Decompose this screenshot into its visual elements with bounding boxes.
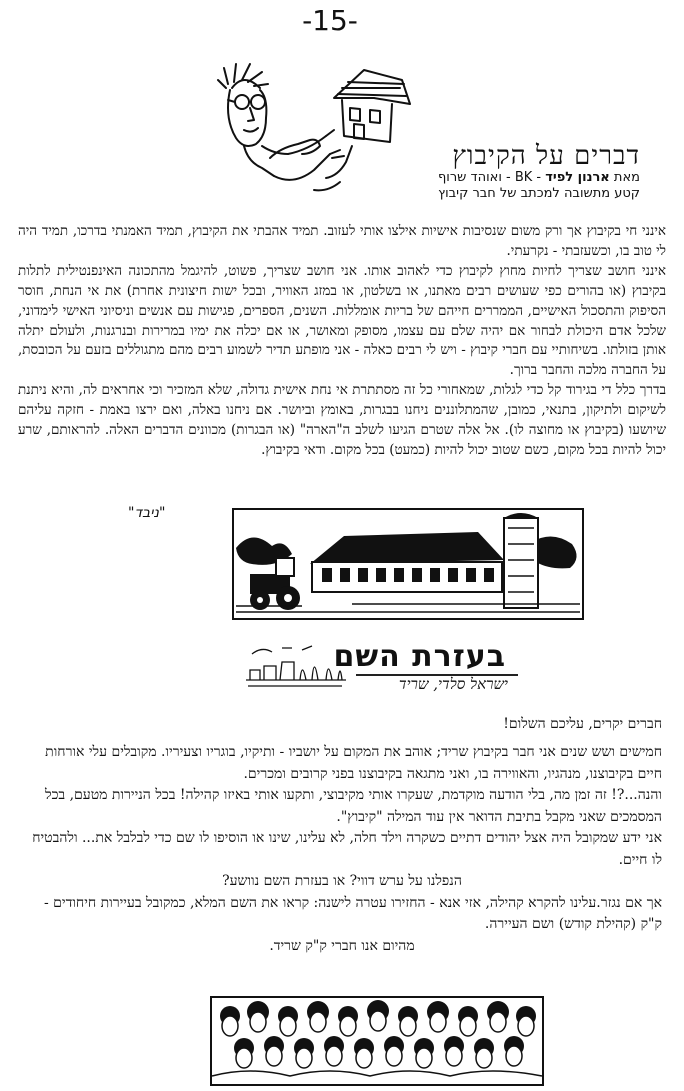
article-body xyxy=(18,222,666,461)
article-subtitle: קטע מתשובה למכתב של חבר קיבוץ xyxy=(438,186,640,201)
man-holding-house-illustration xyxy=(214,58,414,198)
article-paragraph: אינני חי בקיבוץ אך ורק משום שנסיבות אישיות אילצו אותי לעזוב. תמיד אהבתי את הקיבוץ, תמיד האמנתי בדרכו, תמיד היה לי טוב בו, וכשעזבתי - נקרעתי. xyxy=(18,223,666,259)
crowd-illustration xyxy=(210,996,544,1086)
kibbutz-buildings-illustration xyxy=(232,508,584,620)
article2-paragraph: הנפלנו על ערש דווי? או בעזרת השם נוושע? xyxy=(222,873,462,889)
article2-paragraph: אני ידע שמקובל היה אצל יהודים דתיים כשקרה וילד חלה, לא עלינו, שינו או הוסיפו לו שם כדי לבלבל את... ולהבטיח לו חיים. xyxy=(32,830,662,868)
page-number: -15- xyxy=(302,4,358,37)
article-paragraph: בדרך כלל די בגירוד קל כדי לגלות, שמאחורי כל זה מסתתרת אי נחת אישית גדולה, שלא המזכיר וכי אחראים לה, והיא ניתנת לשיקום ולתיקון, בתנאי, כמובן, שהמתלוננים ניחנו בבגרות, באומץ וביושר. אם ניחנו באלה, ואם ירצו באמת - חזקה עליהם שיושעו (בקיבוץ או מחוצה לו). אל אלה שטרם הגיעו לשלב ה"הארה" (או הבגרות) מכוונים הדברים האלה. להראותם, שרע יכול להיות בכל מקום, כשם שטוב יכול להיות (כמעט) בכל מקום. ודאי בקיבוץ. xyxy=(18,382,666,458)
article-title: דברים על הקיבוץ xyxy=(452,141,640,171)
article2-greeting: חברים יקרים, עליכם השלום! xyxy=(503,716,662,732)
article2-body xyxy=(22,742,662,957)
article-signature: "ניבד" xyxy=(128,505,166,521)
article2-paragraph: והנה...?! זה זמן מה, בלי הודעה מוקדמת, שעקרו אותי מקיבוצי, ותקעו אותי באיזו קהילה! בכל הניירות מטעם, בכל המסמכים שאני מקבל בתיבת הדואר אין עוד המילה "קיבוץ". xyxy=(45,787,662,825)
article2-paragraph: חמישים ושש שנים אני חבר בקיבוץ שריד; אוהב את המקום על יושביו - ותיקיו, בוגריו וצעיריו. מקובלים עלי אורחות חיים בקיבוצנו, מנהגיו, והאווירה בו, ואני מתגאה בקיבוצנו בפני קרובים ומכרים. xyxy=(45,744,662,782)
byline-suffix: - BK - ואוהד שרוף xyxy=(437,170,542,185)
article2-author: ישראל סלדי, שריד xyxy=(398,675,508,693)
article-byline xyxy=(438,170,640,185)
article2-paragraph: אך אם נגזר.עלינו להקרא קהילה, אזי אנא - החזירו עטרה לישנה: קראו את השם המלא, כמקובל בעיירות חיחודים - ק"ק (קהילת קודש) ושם העיירה. xyxy=(44,894,662,932)
article2-paragraph: מהיום אנו חברי ק"ק שריד. xyxy=(269,937,415,954)
article2-title: בעזרת השם xyxy=(333,639,506,674)
article-paragraph: אינני חושב שצריך לחיות מחוץ לקיבוץ כדי לאהוב אותו. אני חושב שצריך, פשוט, להיגמל מהתכונה האינפנטילית לתלות בקיבוץ (או בהורים כפי שעושים רבים מאתנו, או בשלטון, או במזג האוויר, ובכל ישות חיצונית אחרת) את אי הנחת, חוסר הסיפוק והתסכול האישיים, הממררים חייהם של בריות אומללות. השנים, הספרים, פגישות עם אנשים וניסיוני האישי לימדוני, שלכל אדם היכולת לבחור אם יהיה שלם עם עצמו, מסופק ומאושר, או אם יכלה את ימיו במרירות ובנרגנות, ולעולם יתלה אותן בזולתו. בשיחותיי עם חברי קיבוץ - ויש לי רבים כאלה - אני מופתע תדיר לשמוע רבים מהם מתגוללים בזעם על הכובסת, על החברה מלכה והחבר ברוך. xyxy=(18,262,666,379)
byline-author: ארנון לפיד xyxy=(545,170,610,185)
byline-prefix: מאת xyxy=(613,170,640,185)
